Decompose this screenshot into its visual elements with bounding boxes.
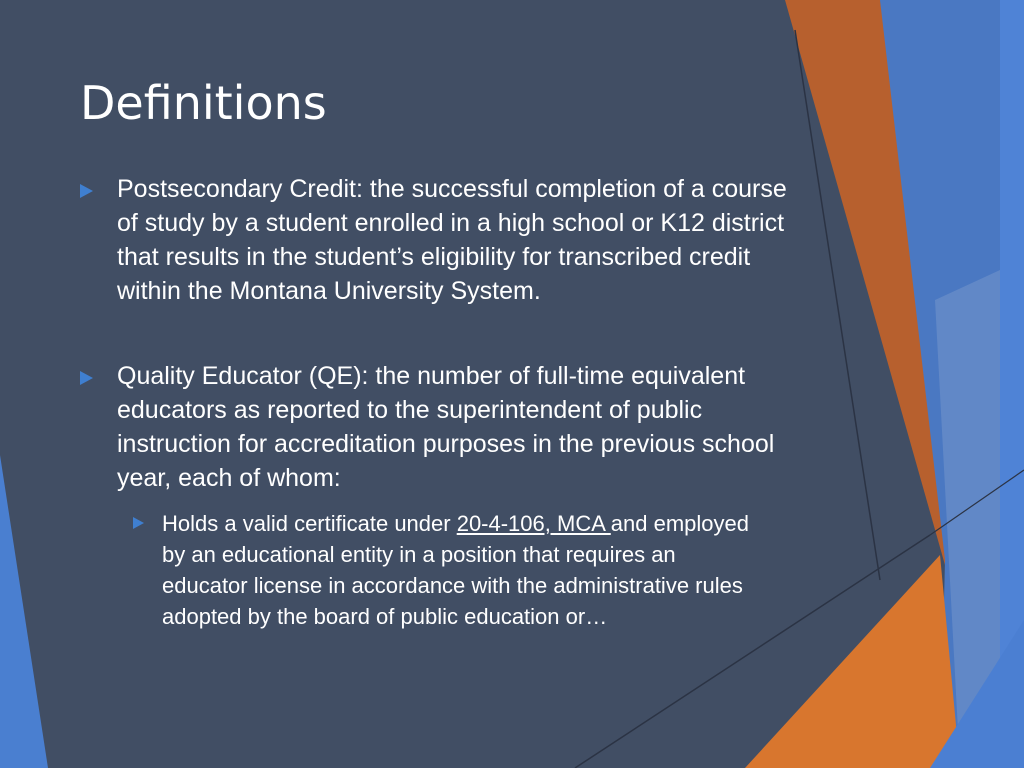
triangle-bullet-icon bbox=[133, 517, 144, 529]
sub-bullet-holds-certificate bbox=[133, 508, 762, 632]
mca-link[interactable]: 20-4-106, MCA bbox=[456, 511, 611, 536]
bullet-quality-educator bbox=[80, 359, 807, 495]
bullet-text: Quality Educator (QE): the number of full-time equivalent educators as reported to the superintendent of public instruction for accreditation purposes in the previous school year, each of whom: bbox=[117, 362, 775, 492]
sub-bullet-text-after: and employed by an educational entity in a position that requires an educator license in accordance with the administrative rules adopted by the board of public education or… bbox=[162, 511, 749, 629]
bullet-text: Postsecondary Credit: the successful completion of a course of study by a student enrolled in a high school or K12 district that results in the student’s eligibility for transcribed credit within the Montana University System. bbox=[117, 175, 787, 305]
bullet-postsecondary-credit bbox=[80, 172, 807, 308]
slide-title: Definitions bbox=[80, 76, 327, 130]
triangle-bullet-icon bbox=[80, 184, 93, 198]
sub-bullet-text bbox=[162, 508, 762, 632]
triangle-bullet-icon bbox=[80, 371, 93, 385]
sub-bullet-text-before: Holds a valid certificate under bbox=[162, 511, 457, 536]
